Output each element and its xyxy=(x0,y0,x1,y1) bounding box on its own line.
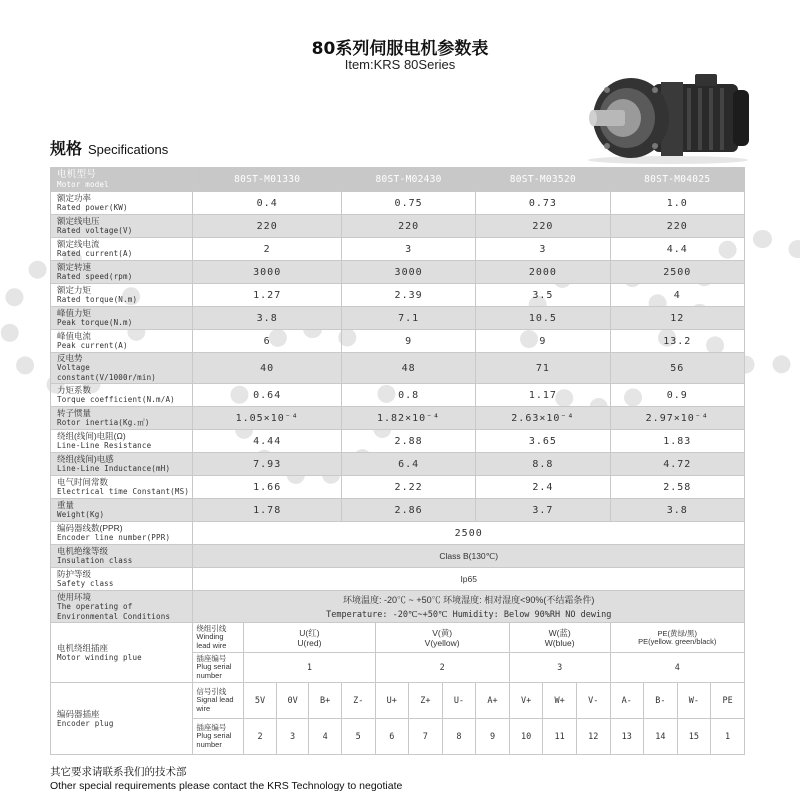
encoder-plug-number: 6 xyxy=(375,719,409,755)
encoder-signal: B- xyxy=(644,683,678,719)
table-cell: 71 xyxy=(476,353,610,384)
encoder-signal: B+ xyxy=(309,683,342,719)
table-cell: 2.4 xyxy=(476,476,610,499)
model-header: 80ST-M01330 xyxy=(193,168,342,192)
row-label: 电机型号 Motor model xyxy=(51,168,193,192)
table-cell: 2.88 xyxy=(341,430,475,453)
table-cell: 1.82×10⁻⁴ xyxy=(341,407,475,430)
encoder-lines-value: 2500 xyxy=(193,522,745,545)
footer-note-cn: 其它要求请联系我们的技术部 xyxy=(50,766,187,778)
row-label: 绕组(线间)电阻(Ω) Line-Line Resistance xyxy=(51,430,193,453)
table-row xyxy=(51,192,745,215)
encoder-signal: W+ xyxy=(543,683,577,719)
model-header: 80ST-M02430 xyxy=(341,168,475,192)
table-cell: 3.8 xyxy=(610,499,744,522)
table-cell: 0.9 xyxy=(610,384,744,407)
encoder-signal: 0V xyxy=(276,683,309,719)
table-cell: 0.75 xyxy=(341,192,475,215)
row-label: 反电势 Voltage constant(V/1000r/min) xyxy=(51,353,193,384)
table-cell: 2.63×10⁻⁴ xyxy=(476,407,610,430)
encoder-signal: U+ xyxy=(375,683,409,719)
encoder-plug-number: 1 xyxy=(711,719,745,755)
table-cell: 220 xyxy=(341,215,475,238)
table-cell: 12 xyxy=(610,307,744,330)
encoder-plug-number: 12 xyxy=(576,719,610,755)
encoder-signal: Z- xyxy=(341,683,375,719)
environment-value: 环境温度: -20℃ ~ +50℃ 环境湿度: 相对湿度<90%(不结霜条件) Temperature: -20℃~+50℃ Humidity: Below 90%RH NO dewing xyxy=(193,591,745,623)
encoder-signal: A- xyxy=(610,683,644,719)
table-cell: 4.44 xyxy=(193,430,342,453)
encoder-signal: A+ xyxy=(476,683,510,719)
table-cell: 3000 xyxy=(341,261,475,284)
table-cell: 1.66 xyxy=(193,476,342,499)
table-row xyxy=(51,307,745,330)
table-cell: 4.4 xyxy=(610,238,744,261)
table-cell: 0.64 xyxy=(193,384,342,407)
row-label: 编码器插座 Encoder plug xyxy=(51,683,193,755)
table-cell: 13.2 xyxy=(610,330,744,353)
table-cell: 56 xyxy=(610,353,744,384)
winding-lead: U(红) U(red) xyxy=(244,623,375,653)
row-label: 绕组(线间)电感 Line-Line Inductance(mH) xyxy=(51,453,193,476)
table-cell: 9 xyxy=(341,330,475,353)
table-cell: 3000 xyxy=(193,261,342,284)
row-label: 转子惯量 Rotor inertia(Kg.㎡) xyxy=(51,407,193,430)
table-cell: 9 xyxy=(476,330,610,353)
table-cell: 6 xyxy=(193,330,342,353)
page-subtitle: Item:KRS 80Series xyxy=(344,57,456,72)
table-cell: 0.4 xyxy=(193,192,342,215)
encoder-plug-number: 11 xyxy=(543,719,577,755)
encoder-signal: Z+ xyxy=(409,683,443,719)
table-cell: 220 xyxy=(193,215,342,238)
section-heading xyxy=(50,136,168,159)
row-label: 编码器线数(PPR) Encoder line number(PPR) xyxy=(51,522,193,545)
encoder-plug-number: 8 xyxy=(442,719,476,755)
sub-label: 绕组引线 Winding lead wire xyxy=(193,623,244,653)
encoder-signal: W- xyxy=(677,683,711,719)
table-row xyxy=(51,353,745,384)
table-row xyxy=(51,407,745,430)
winding-lead: W(蓝) W(blue) xyxy=(509,623,610,653)
table-cell: 0.73 xyxy=(476,192,610,215)
table-cell: 7.93 xyxy=(193,453,342,476)
row-label: 额定力矩 Rated torque(N.m) xyxy=(51,284,193,307)
table-row xyxy=(51,623,745,653)
table-cell: 7.1 xyxy=(341,307,475,330)
encoder-plug-number: 7 xyxy=(409,719,443,755)
table-cell: 2.39 xyxy=(341,284,475,307)
table-cell: 2.97×10⁻⁴ xyxy=(610,407,744,430)
table-cell: 4.72 xyxy=(610,453,744,476)
table-cell: 6.4 xyxy=(341,453,475,476)
table-cell: 1.83 xyxy=(610,430,744,453)
table-row xyxy=(51,499,745,522)
encoder-plug-number: 15 xyxy=(677,719,711,755)
table-row xyxy=(51,522,745,545)
table-cell: 220 xyxy=(610,215,744,238)
table-cell: 2 xyxy=(193,238,342,261)
table-row xyxy=(51,430,745,453)
row-label: 额定转速 Rated speed(rpm) xyxy=(51,261,193,284)
insulation-value: Class B(130℃) xyxy=(193,545,745,568)
table-cell: 8.8 xyxy=(476,453,610,476)
table-cell: 1.05×10⁻⁴ xyxy=(193,407,342,430)
table-cell: 1.17 xyxy=(476,384,610,407)
section-heading-cn: 规格 xyxy=(50,139,83,158)
table-cell: 3.7 xyxy=(476,499,610,522)
sub-label: 信号引线 Signal lead wire xyxy=(193,683,244,719)
table-row xyxy=(51,476,745,499)
encoder-plug-number: 9 xyxy=(476,719,510,755)
spec-table xyxy=(50,167,745,755)
winding-plug-number: 3 xyxy=(509,653,610,683)
table-cell: 3 xyxy=(476,238,610,261)
encoder-plug-number: 10 xyxy=(509,719,543,755)
table-row xyxy=(51,284,745,307)
row-label: 峰值电流 Peak current(A) xyxy=(51,330,193,353)
table-row xyxy=(51,683,745,719)
table-cell: 3.65 xyxy=(476,430,610,453)
table-cell: 1.78 xyxy=(193,499,342,522)
encoder-plug-number: 4 xyxy=(309,719,342,755)
row-label: 电机绕组插座 Motor winding plue xyxy=(51,623,193,683)
table-cell: 1.0 xyxy=(610,192,744,215)
table-row xyxy=(51,384,745,407)
table-cell: 3 xyxy=(341,238,475,261)
table-cell: 2.58 xyxy=(610,476,744,499)
row-label: 额定功率 Rated power(KW) xyxy=(51,192,193,215)
table-cell: 2000 xyxy=(476,261,610,284)
row-label: 额定线电压 Rated voltage(V) xyxy=(51,215,193,238)
encoder-plug-number: 5 xyxy=(341,719,375,755)
table-cell: 3.5 xyxy=(476,284,610,307)
table-cell: 2.22 xyxy=(341,476,475,499)
table-cell: 4 xyxy=(610,284,744,307)
row-label: 电气时间常数 Electrical time Constant(MS) xyxy=(51,476,193,499)
table-cell: 1.27 xyxy=(193,284,342,307)
footer-note-en: Other special requirements please contact the KRS Technology to negotiate xyxy=(50,780,403,792)
table-row xyxy=(51,215,745,238)
encoder-plug-number: 14 xyxy=(644,719,678,755)
winding-lead: V(黄) V(yellow) xyxy=(375,623,509,653)
table-cell: 3.8 xyxy=(193,307,342,330)
model-header: 80ST-M04025 xyxy=(610,168,744,192)
row-label: 防护等级 Safety class xyxy=(51,568,193,591)
page-title: 80系列伺服电机参数表 xyxy=(311,39,489,59)
table-row xyxy=(51,261,745,284)
winding-plug-number: 4 xyxy=(610,653,744,683)
winding-lead: PE(黄绿/黑) PE(yellow. green/black) xyxy=(610,623,744,653)
table-cell: 40 xyxy=(193,353,342,384)
encoder-signal: V+ xyxy=(509,683,543,719)
table-cell: 48 xyxy=(341,353,475,384)
row-label: 重量 Weight(Kg) xyxy=(51,499,193,522)
table-cell: 10.5 xyxy=(476,307,610,330)
encoder-signal: V- xyxy=(576,683,610,719)
encoder-signal: PE xyxy=(711,683,745,719)
winding-plug-number: 1 xyxy=(244,653,375,683)
row-label: 使用环境 The operating of Environmental Conditions xyxy=(51,591,193,623)
table-row xyxy=(51,453,745,476)
encoder-plug-number: 2 xyxy=(244,719,277,755)
row-label: 峰值力矩 Peak torque(N.m) xyxy=(51,307,193,330)
row-label: 力矩系数 Torque coefficient(N.m/A) xyxy=(51,384,193,407)
servo-motor-image xyxy=(583,72,753,164)
table-cell: 2500 xyxy=(610,261,744,284)
table-cell: 2.86 xyxy=(341,499,475,522)
table-row xyxy=(51,330,745,353)
encoder-plug-number: 3 xyxy=(276,719,309,755)
table-header-row xyxy=(51,168,745,192)
encoder-signal: 5V xyxy=(244,683,277,719)
row-label: 额定线电流 Rated current(A) xyxy=(51,238,193,261)
row-label: 电机绝缘等级 Insulation class xyxy=(51,545,193,568)
section-heading-en: Specifications xyxy=(88,142,169,157)
winding-plug-number: 2 xyxy=(375,653,509,683)
table-cell: 220 xyxy=(476,215,610,238)
table-row xyxy=(51,568,745,591)
encoder-plug-number: 13 xyxy=(610,719,644,755)
table-cell: 0.8 xyxy=(341,384,475,407)
sub-label: 插座编号 Plug serial number xyxy=(193,719,244,755)
sub-label: 插座编号 Plug serial number xyxy=(193,653,244,683)
footer-note xyxy=(50,765,402,793)
table-row xyxy=(51,545,745,568)
model-header: 80ST-M03520 xyxy=(476,168,610,192)
encoder-signal: U- xyxy=(442,683,476,719)
table-row xyxy=(51,238,745,261)
protection-value: Ip65 xyxy=(193,568,745,591)
table-row xyxy=(51,591,745,623)
